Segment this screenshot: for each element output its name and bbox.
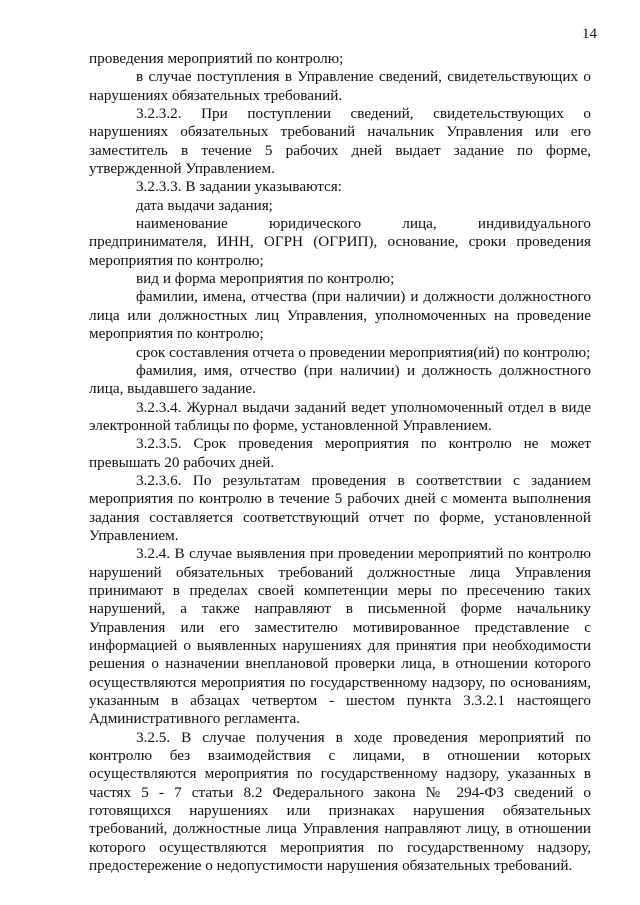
paragraph-3-2-3-5: 3.2.3.5. Срок проведения мероприятия по контролю не может превышать 20 рабочих дней. — [89, 435, 591, 471]
list-item: фамилии, имена, отчества (при наличии) и должности должностного лица или должностных лиц Управления, уполномоченных на проведение мероприятия по контролю; — [89, 288, 591, 343]
list-item: дата выдачи задания; — [136, 196, 273, 214]
paragraph-3-2-3-3: 3.2.3.3. В задании указываются: — [136, 178, 342, 196]
paragraph-3-2-3-4: 3.2.3.4. Журнал выдачи заданий ведет уполномоченный отдел в виде электронной таблицы по форме, установленной Управлением. — [89, 398, 591, 434]
paragraph-3-2-3-2: 3.2.3.2. При поступлении сведений, свидетельствующих о нарушениях обязательных требований начальник Управления или его заместитель в течение 5 рабочих дней выдает задание по форме, утвержденной Управлением. — [89, 105, 591, 178]
document-body — [89, 50, 591, 875]
paragraph-3-2-3-6: 3.2.3.6. По результатам проведения в соответствии с заданием мероприятия по контролю в течение 5 рабочих дней с момента выполнения задания составляется соответствующий отчет по форме, установленной Управлением. — [89, 471, 591, 544]
list-item: срок составления отчета о проведении мероприятия(ий) по контролю; — [136, 343, 591, 361]
paragraph-3-2-5: 3.2.5. В случае получения в ходе проведения мероприятий по контролю без взаимодействия с лицами, в отношении которых осуществляются мероприятия по государственному надзору, указанных в частях 5 - 7 статьи 8.2 Федерального закона № 294-ФЗ сведений о готовящихся нарушениях или признаках нарушения обязательных требований, должностные лица Управления направляют лицу, в отношении которого осуществляются мероприятия по государственному надзору, предостережение о недопустимости нарушения обязательных требований. — [89, 728, 591, 875]
paragraph: в случае поступления в Управление сведений, свидетельствующих о нарушениях обязательных требований. — [89, 68, 591, 104]
list-item: вид и форма мероприятия по контролю; — [136, 270, 395, 288]
list-item: наименование юридического лица, индивидуального предпринимателя, ИНН, ОГРН (ОГРИП), основание, сроки проведения мероприятия по контролю; — [89, 215, 591, 269]
paragraph-3-2-4: 3.2.4. В случае выявления при проведении мероприятий по контролю нарушений обязательных требований должностные лица Управления принимают в пределах своей компетенции меры по пресечению таких нарушений, а также направляют в письменной форме начальнику Управления или его заместителю мотивированное представление с информацией о выявленных нарушениях для принятия при необходимости решения о назначении внеплановой проверки лица, в отношении которого осуществляются мероприятия по государственному надзору, по основаниям, указанным в абзацах четвертом - шестом пункта 3.3.2.1 настоящего Административного регламента. — [89, 545, 591, 728]
page-number: 14 — [582, 26, 597, 42]
list-item: фамилия, имя, отчество (при наличии) и должность должностного лица, выдавшего задание. — [89, 361, 591, 398]
paragraph: проведения мероприятий по контролю; — [89, 50, 344, 67]
